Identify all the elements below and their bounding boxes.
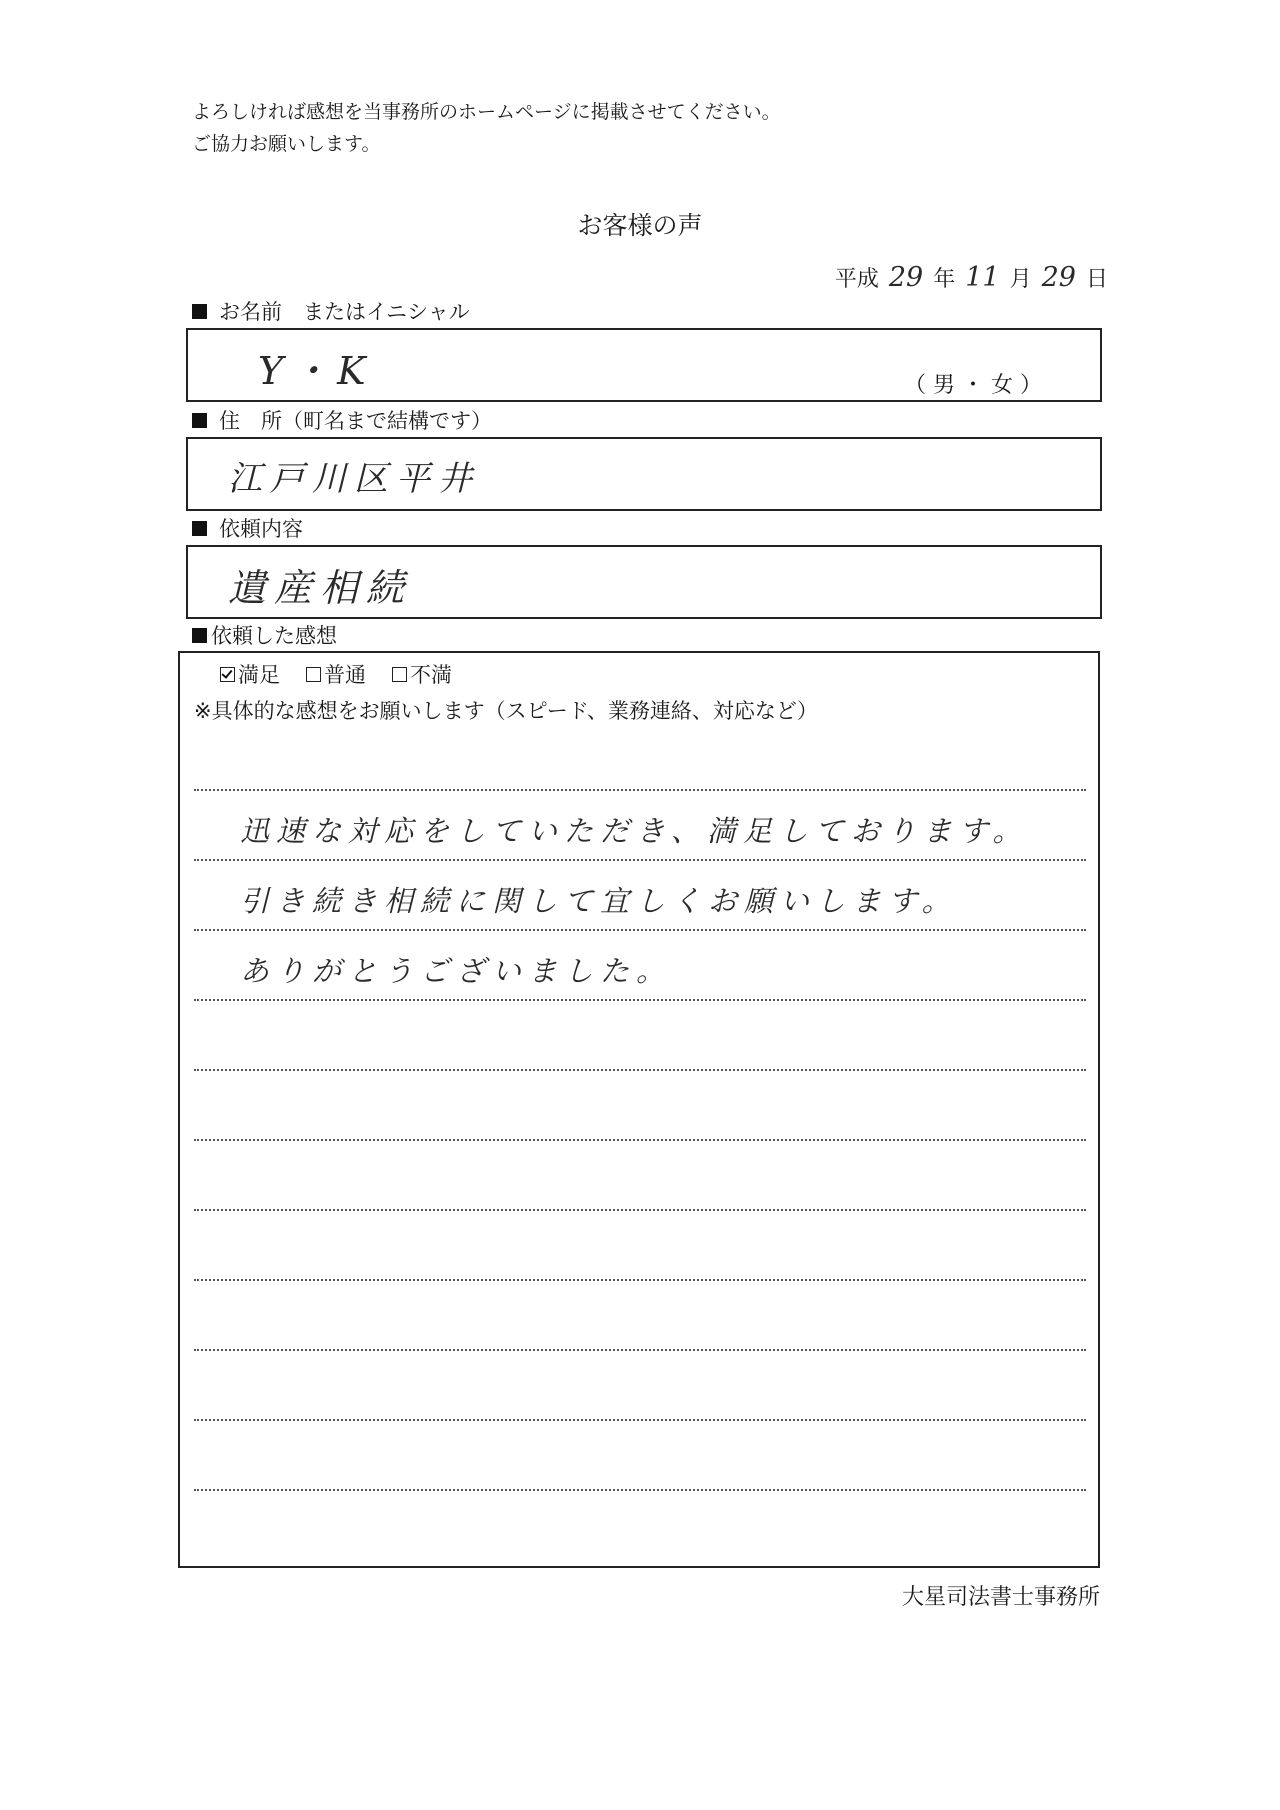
- address-value: 江戸川区平井: [228, 459, 480, 499]
- date-day: 29: [1041, 262, 1076, 293]
- ruled-line: [194, 1069, 1086, 1071]
- comment-line-3: ありがとうございました。: [240, 954, 673, 988]
- ruled-line: [194, 1489, 1086, 1491]
- intro-text: [192, 96, 781, 160]
- satisfaction-options: [220, 659, 452, 689]
- ruled-line: [194, 1139, 1086, 1141]
- feedback-section-label: [192, 620, 337, 650]
- ruled-line: [194, 929, 1086, 931]
- name-box: [186, 328, 1102, 402]
- name-section-label: [192, 296, 470, 326]
- name-label-text: お名前 またはイニシャル: [219, 300, 470, 324]
- ruled-line: [194, 1419, 1086, 1421]
- name-value: Y・K: [258, 349, 374, 393]
- page-title: お客様の声: [577, 211, 703, 240]
- date-month-unit: 月: [1009, 267, 1032, 292]
- request-box: [186, 545, 1102, 619]
- ruled-line: [194, 1209, 1086, 1211]
- date-era: 平成: [834, 267, 879, 292]
- option-dissatisfied[interactable]: [392, 659, 452, 689]
- checkbox-icon[interactable]: [306, 667, 321, 682]
- option-satisfied[interactable]: [220, 659, 280, 689]
- feedback-box: [178, 651, 1100, 1568]
- request-label-text: 依頼内容: [219, 517, 303, 541]
- date-day-unit: 日: [1085, 267, 1108, 292]
- ruled-line: [194, 999, 1086, 1001]
- date-month: 11: [965, 262, 1000, 293]
- checkbox-icon[interactable]: [392, 667, 407, 682]
- date-year: 29: [888, 262, 924, 293]
- ruled-line: [194, 1279, 1086, 1281]
- option-label: 不満: [410, 663, 452, 687]
- ruled-line: [194, 789, 1086, 791]
- square-bullet-icon: [192, 628, 207, 643]
- date-year-unit: 年: [933, 267, 956, 292]
- office-name: 大星司法書士事務所: [901, 1585, 1100, 1610]
- feedback-label-text: 依頼した感想: [211, 624, 337, 648]
- request-section-label: [192, 513, 303, 543]
- address-label-text: 住 所（町名まで結構です）: [219, 409, 492, 433]
- address-section-label: [192, 405, 492, 435]
- option-label: 満足: [238, 663, 280, 687]
- square-bullet-icon: [192, 521, 207, 536]
- feedback-instruction: ※具体的な感想をお願いします（スピード、業務連絡、対応など）: [194, 699, 818, 723]
- date-field: [835, 262, 1108, 293]
- option-normal[interactable]: [306, 659, 366, 689]
- request-value: 遺産相続: [228, 566, 413, 610]
- address-box: [186, 437, 1102, 511]
- square-bullet-icon: [192, 304, 207, 319]
- square-bullet-icon: [192, 413, 207, 428]
- intro-line-1: よろしければ感想を当事務所のホームページに掲載させてください。: [192, 101, 781, 123]
- comment-line-2: 引き続き相続に関して宜しくお願いします。: [240, 884, 958, 918]
- ruled-line: [194, 859, 1086, 861]
- option-label: 普通: [324, 663, 366, 687]
- comment-line-1: 迅速な対応をしていただき、満足しております。: [240, 814, 1029, 848]
- checked-checkbox-icon[interactable]: [220, 667, 235, 682]
- intro-line-2: ご協力お願いします。: [192, 133, 381, 155]
- gender-selector: （ 男 ・ 女 ）: [904, 373, 1042, 398]
- ruled-line: [194, 1349, 1086, 1351]
